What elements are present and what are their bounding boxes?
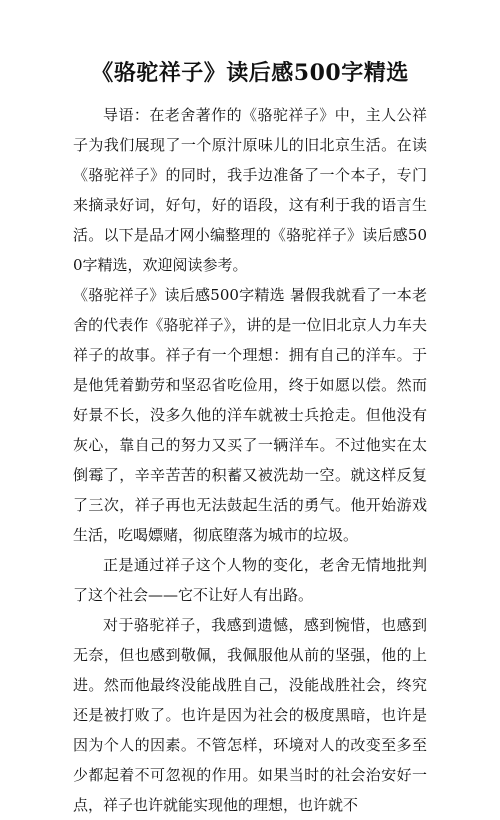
document-title: 《骆驼祥子》读后感500字精选 — [91, 60, 409, 86]
intro-paragraph: 导语：在老舍著作的《骆驼祥子》中，主人公祥子为我们展现了一个原汁原味儿的旧北京生活。在读《骆驼祥子》的同时，我手边准备了一个本子，专门来摘录好词，好句，好的语段，这有利于我的语言生活。以下是品才网小编整理的《骆驼祥子》读后感500字精选，欢迎阅读参考。 — [73, 106, 427, 274]
body-paragraph-critique: 正是通过祥子这个人物的变化，老舍无情地批判了这个社会——它不让好人有出路。 — [73, 556, 427, 604]
body-paragraph-reflection: 对于骆驼祥子，我感到遗憾，感到惋惜，也感到无奈，但也感到敬佩，我佩服他从前的坚强，他的上进。然而他最终没能战胜自己，没能战胜社会，终究还是被打败了。也许是因为社会的极度黑暗，也许是因为个人的因素。不管怎样，环境对人的改变至多至少都起着不可忽视的作用。如果当时的社会治安好一点，祥子也许就能实现他的理想，也许就不 — [73, 616, 427, 814]
body-paragraph-story: 《骆驼祥子》读后感500字精选 暑假我就看了一本老舍的代表作《骆驼祥子》，讲的是一位旧北京人力车夫祥子的故事。祥子有一个理想：拥有自己的洋车。于是他凭着勤劳和坚忍省吃俭用，终于如愿以偿。然而好景不长，没多久他的洋车就被士兵抢走。但他没有灰心，靠自己的努力又买了一辆洋车。不过他实在太倒霉了，辛辛苦苦的积蓄又被洗劫一空。就这样反复了三次，祥子再也无法鼓起生活的勇气。他开始游戏生活，吃喝嫖赌，彻底堕落为城市的垃圾。 — [73, 286, 427, 544]
